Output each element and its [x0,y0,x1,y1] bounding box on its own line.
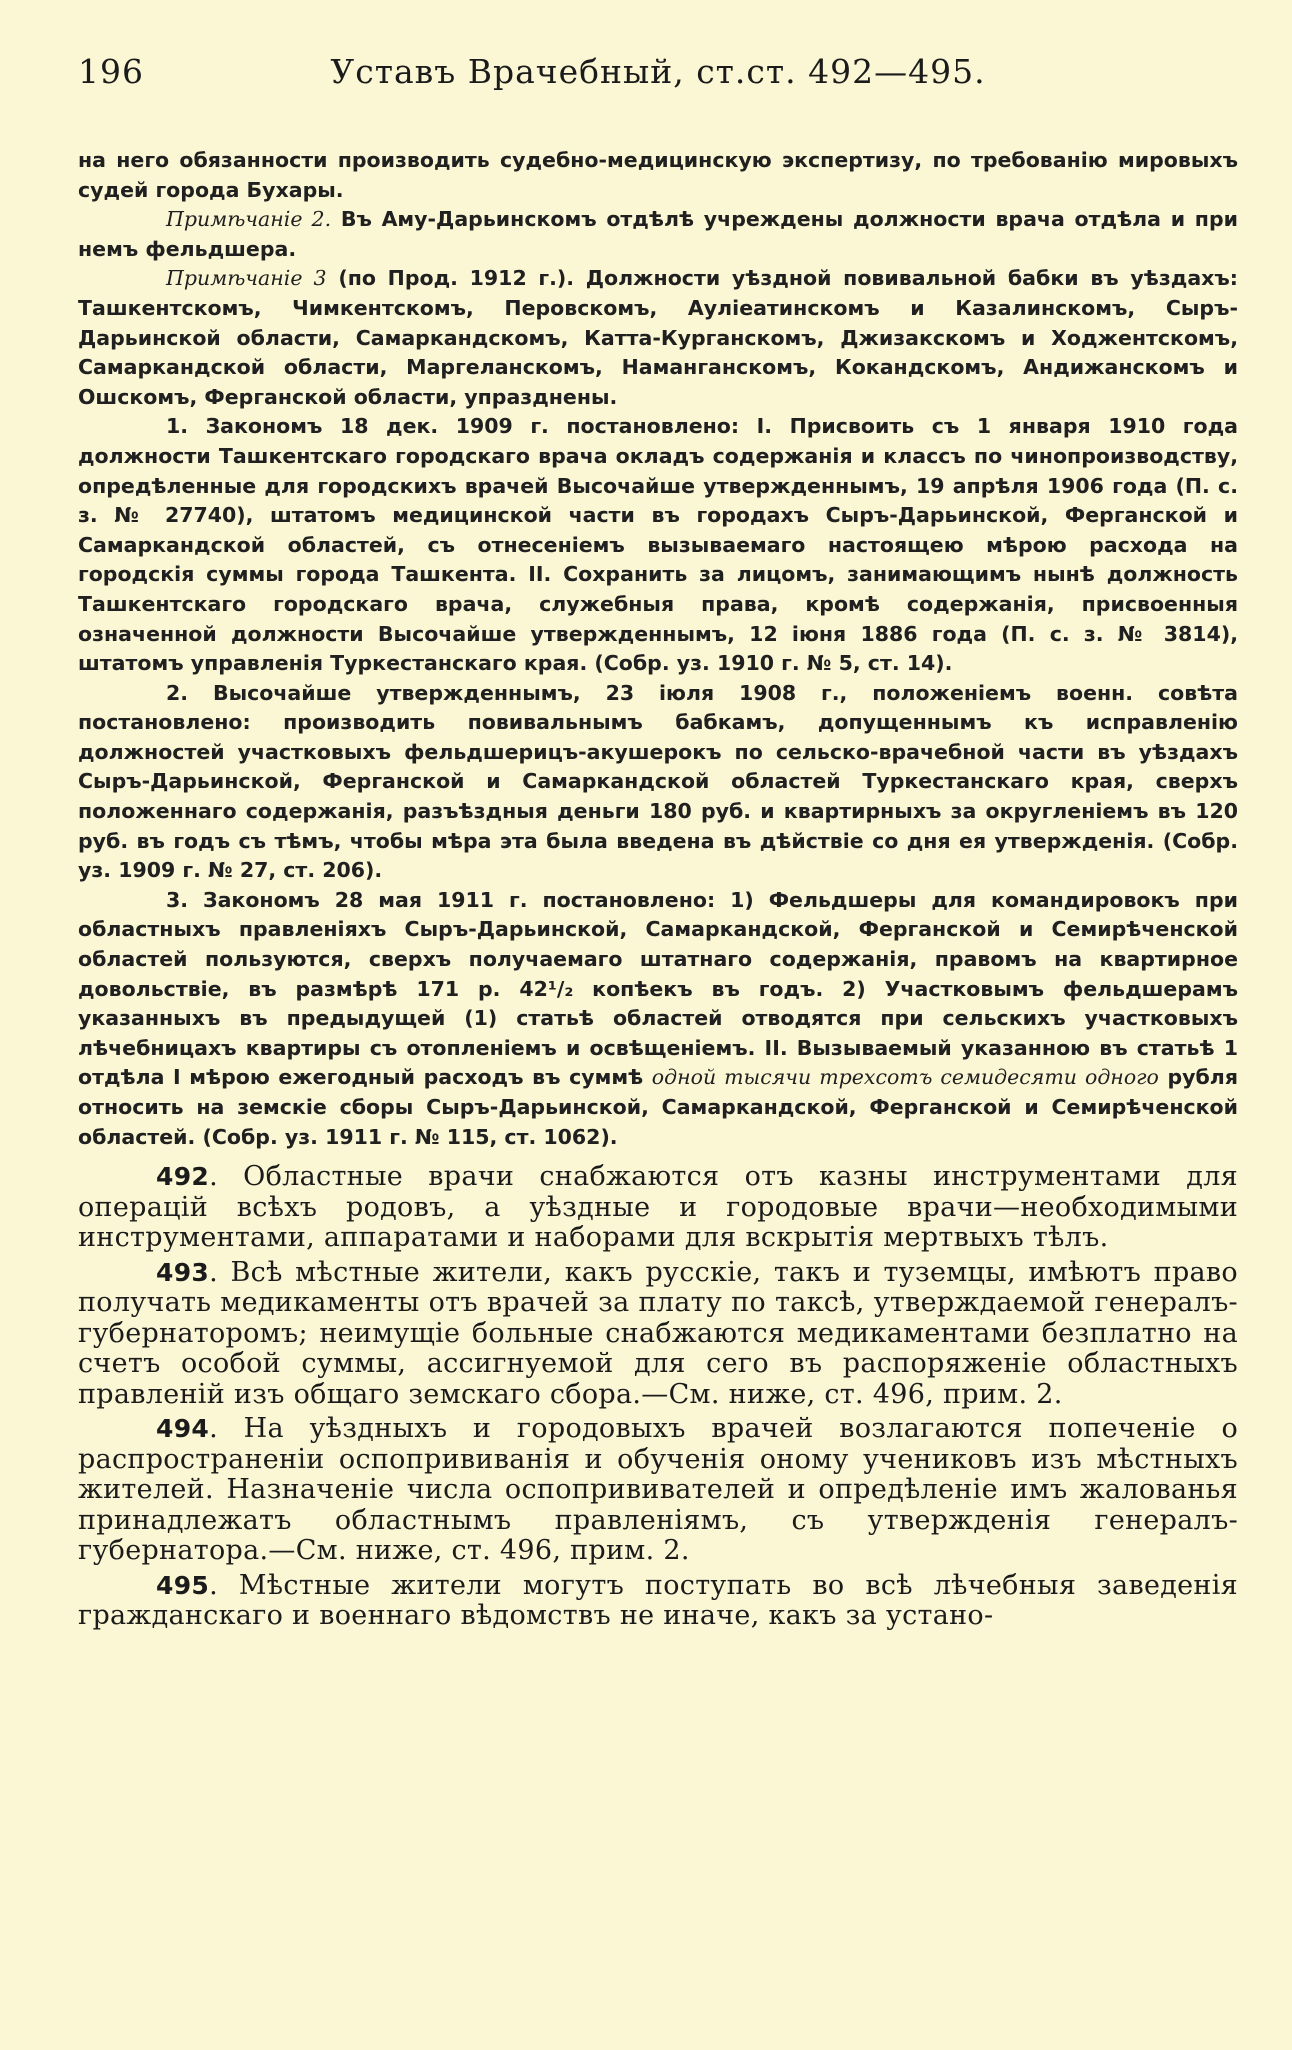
note-2-text: Въ Аму-Дарьинскомъ отдѣлѣ учреждены должности врача отдѣла и при немъ фельдшера. [78,207,1238,261]
article-495-text: . Мѣстные жители могутъ поступать во всѣ лѣчебныя заведенія гражданскаго и военнаго вѣдомствъ не иначе, какъ за устано- [78,1570,1238,1632]
law-1: 1. Закономъ 18 дек. 1909 г. постановлено: I. Присвоить съ 1 января 1910 года должности Ташкентскаго городскаго врача окладъ содержанія и классъ по чинопроизводству, опредѣленные для городскихъ врачей Высочайше утвержденнымъ, 19 апрѣля 1906 года (П. с. з. № 27740), штатомъ медицинской части въ городахъ Сыръ-Дарьинской, Ферганской и Самаркандской областей, съ отнесеніемъ вызываемаго настоящею мѣрою расхода на городскія суммы города Ташкента. II. Сохранить за лицомъ, занимающимъ нынѣ должность Ташкентскаго городскаго врача, служебныя права, кромѣ содержанія, присвоенныя означенной должности Высочайше утвержденнымъ, 12 іюня 1886 года (П. с. з. № 3814), штатомъ управленія Туркестанскаго края. (Собр. уз. 1910 г. № 5, ст. 14). [78,414,1238,676]
running-title: Уставъ Врачебный, ст.ст. 492—495. [330,52,986,91]
note-3 [78,264,1238,412]
note-3-text: (по Прод. 1912 г.). Должности уѣздной повивальной бабки въ уѣздахъ: Ташкентскомъ, Чимкентскомъ, Перовскомъ, Ауліеатинскомъ и Казалинскомъ, Сыръ-Дарьинской области, Самаркандскомъ, Катта-Курганскомъ, Джизакскомъ и Ходжентскомъ, Самаркандской области, Маргеланскомъ, Наманганскомъ, Кокандскомъ, Андижанскомъ и Ошскомъ, Ферганской области, упразднены. [78,266,1238,409]
article-495-number: 495 [156,1570,210,1600]
article-492-number: 492 [156,1162,210,1192]
article-492-text: . Областные врачи снабжаются отъ казны инструментами для операцій всѣхъ родовъ, а уѣздные и городовые врачи—необходимыми инструментами, аппаратами и наборами для вскрытія мертвыхъ тѣлъ. [78,1162,1238,1254]
article-494-text: . На уѣздныхъ и городовыхъ врачей возлагаются попеченіе о распространеніи оспопрививанія и обученія оному учениковъ изъ мѣстныхъ жителей. Назначеніе числа оспопрививателей и опредѣленіе имъ жалованья принадлежатъ областнымъ правленіямъ, съ утвержденія генералъ-губернатора.—См. ниже, ст. 496, прим. 2. [78,1414,1238,1567]
page-number: 196 [78,52,144,91]
page-header [78,52,1238,102]
article-493-number: 493 [156,1257,210,1287]
law-3-italic-sum: одной тысячи трехсотъ семидесяти одного [651,1065,1159,1090]
article-494-number: 494 [156,1414,210,1444]
article-494 [78,1414,1238,1567]
note-2 [78,205,1238,264]
law-3-part-a: 3. Закономъ 28 мая 1911 г. постановлено: 1) Фельдшеры для командировокъ при областныхъ правленіяхъ Сыръ-Дарьинской, Самаркандской, Ферганской и Семирѣченской областей пользуются, сверхъ получаемаго штатнаго содержанія, правомъ на квартирное довольствіе, въ размѣрѣ 171 р. 42¹/₂ копѣекъ въ годъ. 2) Участковымъ фельдшерамъ указанныхъ въ предыдущей (1) статьѣ областей отводятся при сельскихъ участковыхъ лѣчебницахъ квартиры съ отопленіемъ и освѣщеніемъ. II. Вызываемый указанною въ статьѣ 1 отдѣла I мѣрою ежегодный расходъ въ суммѣ [78,887,1238,1090]
law-3-part-b: рубля относить на земскіе сборы Сыръ-Дарьинской, Самаркандской, Ферганской и Семирѣченской областей. (Собр. уз. 1911 г. № 115, ст. 1062). [78,1065,1238,1149]
article-492 [78,1162,1238,1254]
article-495 [78,1571,1238,1632]
body-text [78,146,1238,1632]
article-493-text: . Всѣ мѣстные жители, какъ русскіе, такъ и туземцы, имѣютъ право получать медикаменты отъ врачей за плату по таксѣ, утверждаемой генералъ-губернаторомъ; неимущіе больные снабжаются медикаментами безплатно на счетъ особой суммы, ассигнуемой для сего въ распоряженіе областныхъ правленій изъ общаго земскаго сбора.—См. ниже, ст. 496, прим. 2. [78,1257,1238,1410]
note-3-label: Примѣчаніе 3 [166,266,327,291]
law-3 [78,886,1238,1152]
law-2: 2. Высочайше утвержденнымъ, 23 іюля 1908 г., положеніемъ военн. совѣта постановлено: производить повивальнымъ бабкамъ, допущеннымъ къ исправленію должностей участковыхъ фельдшерицъ-акушерокъ по сельско-врачебной части въ уѣздахъ Сыръ-Дарьинской, Ферганской и Самаркандской областей Туркестанскаго края, сверхъ положеннаго содержанія, разъѣздныя деньги 180 руб. и квартирныхъ за округленіемъ въ 120 руб. въ годъ съ тѣмъ, чтобы мѣра эта была введена въ дѣйствіе со дня ея утвержденія. (Собр. уз. 1909 г. № 27, ст. 206). [78,680,1238,883]
article-493 [78,1258,1238,1411]
continued-paragraph: на него обязанности производить судебно-медицинскую экспертизу, по требованію мировыхъ судей города Бухары. [78,148,1238,202]
note-2-label: Примѣчаніе 2. [166,207,332,232]
